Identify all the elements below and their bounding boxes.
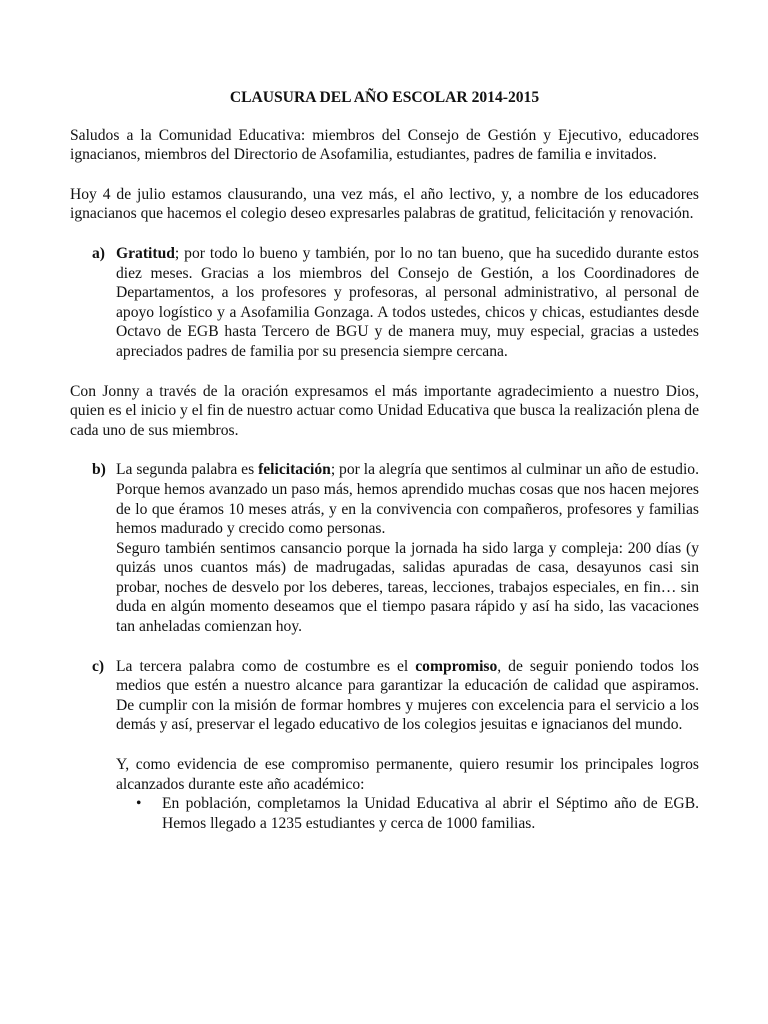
document-title: CLAUSURA DEL AÑO ESCOLAR 2014-2015 — [229, 89, 540, 106]
keyword-compromiso: compromiso — [415, 657, 498, 675]
item-marker: c) — [92, 657, 105, 675]
item-compromiso — [70, 657, 699, 834]
keyword-gratitud: Gratitud — [116, 244, 175, 262]
item-marker: a) — [92, 244, 105, 262]
item-felicitacion-body-2: Seguro también sentimos cansancio porque la jornada ha sido larga y compleja: 200 días (y quizás unos cuantos más) de madrugadas, salidas apuradas de casa, desayunos casi sin probar, noches de desvelo por los deberes, tareas, lecciones, trabajos especiales, en fin… sin duda en algún momento deseamos que el tiempo pasara rápido y así ha sido, las vacaciones tan anheladas comienzan hoy. — [116, 539, 699, 636]
item-marker: b) — [92, 461, 106, 479]
list-item-text: En población, completamos la Unidad Educativa al abrir el Séptimo año de EGB. Hemos llegado a 1235 estudiantes y cerca de 1000 familias. — [162, 795, 699, 832]
opening-paragraph: Hoy 4 de julio estamos clausurando, una vez más, el año lectivo, y, a nombre de los educadores ignacianos que hacemos el colegio deseo expresarles palabras de gratitud, felicitación y renovación. — [70, 185, 699, 223]
bullet-icon: • — [136, 795, 142, 813]
list-item — [116, 794, 699, 833]
item-gratitud-body: ; por todo lo bueno y también, por lo no tan bueno, que ha sucedido durante estos diez meses. Gracias a los miembros del Consejo de Gestión, a los Coordinadores de Departamentos, a los profesores y profesoras, al personal administrativo, al personal de apoyo logístico y a Asofamilia Gonzaga. A todos ustedes, chicos y chicas, estudiantes desde Octavo de EGB hasta Tercero de BGU y de manera muy, muy especial, gracias a ustedes apreciados padres de familia por su presencia siempre cercana. — [116, 244, 699, 360]
document-page — [70, 88, 699, 853]
prayer-paragraph: Con Jonny a través de la oración expresamos el más importante agradecimiento a nuestro Dios, quien es el inicio y el fin de nuestro actuar como Unidad Educativa que busca la realización plena de cada uno de sus miembros. — [70, 382, 699, 439]
item-compromiso-lead: La tercera palabra como de costumbre es el — [116, 657, 416, 675]
item-felicitacion-lead: La segunda palabra es — [116, 461, 259, 479]
item-felicitacion-body: ; por la alegría que sentimos al culminar un año de estudio. Porque hemos avanzado un paso más, hemos aprendido muchas cosas que nos hacen mejores de lo que éramos 10 meses atrás, y en la convivencia con compañeros, profesores y familias hemos madurado y crecido como personas. — [116, 461, 699, 538]
achievements-list — [116, 794, 699, 833]
keyword-felicitacion: felicitación — [258, 461, 331, 479]
item-gratitud-text — [116, 244, 699, 362]
item-compromiso-text — [116, 657, 699, 735]
item-gratitud — [70, 244, 699, 362]
intro-paragraph: Saludos a la Comunidad Educativa: miembros del Consejo de Gestión y Ejecutivo, educadores ignacianos, miembros del Directorio de Asofamilia, estudiantes, padres de familia e invitados. — [70, 126, 699, 164]
item-compromiso-body: , de seguir poniendo todos los medios que estén a nuestro alcance para garantizar la educación de calidad que aspiramos. De cumplir con la misión de formar hombres y mujeres con excelencia para el servicio a los demás y así, preservar el legado educativo de los colegios jesuitas e ignacianos del mundo. — [116, 657, 700, 734]
item-compromiso-body-2: Y, como evidencia de ese compromiso permanente, quiero resumir los principales logros alcanzados durante este año académico: — [116, 756, 699, 793]
item-felicitacion — [70, 460, 699, 636]
item-felicitacion-text — [116, 460, 699, 538]
